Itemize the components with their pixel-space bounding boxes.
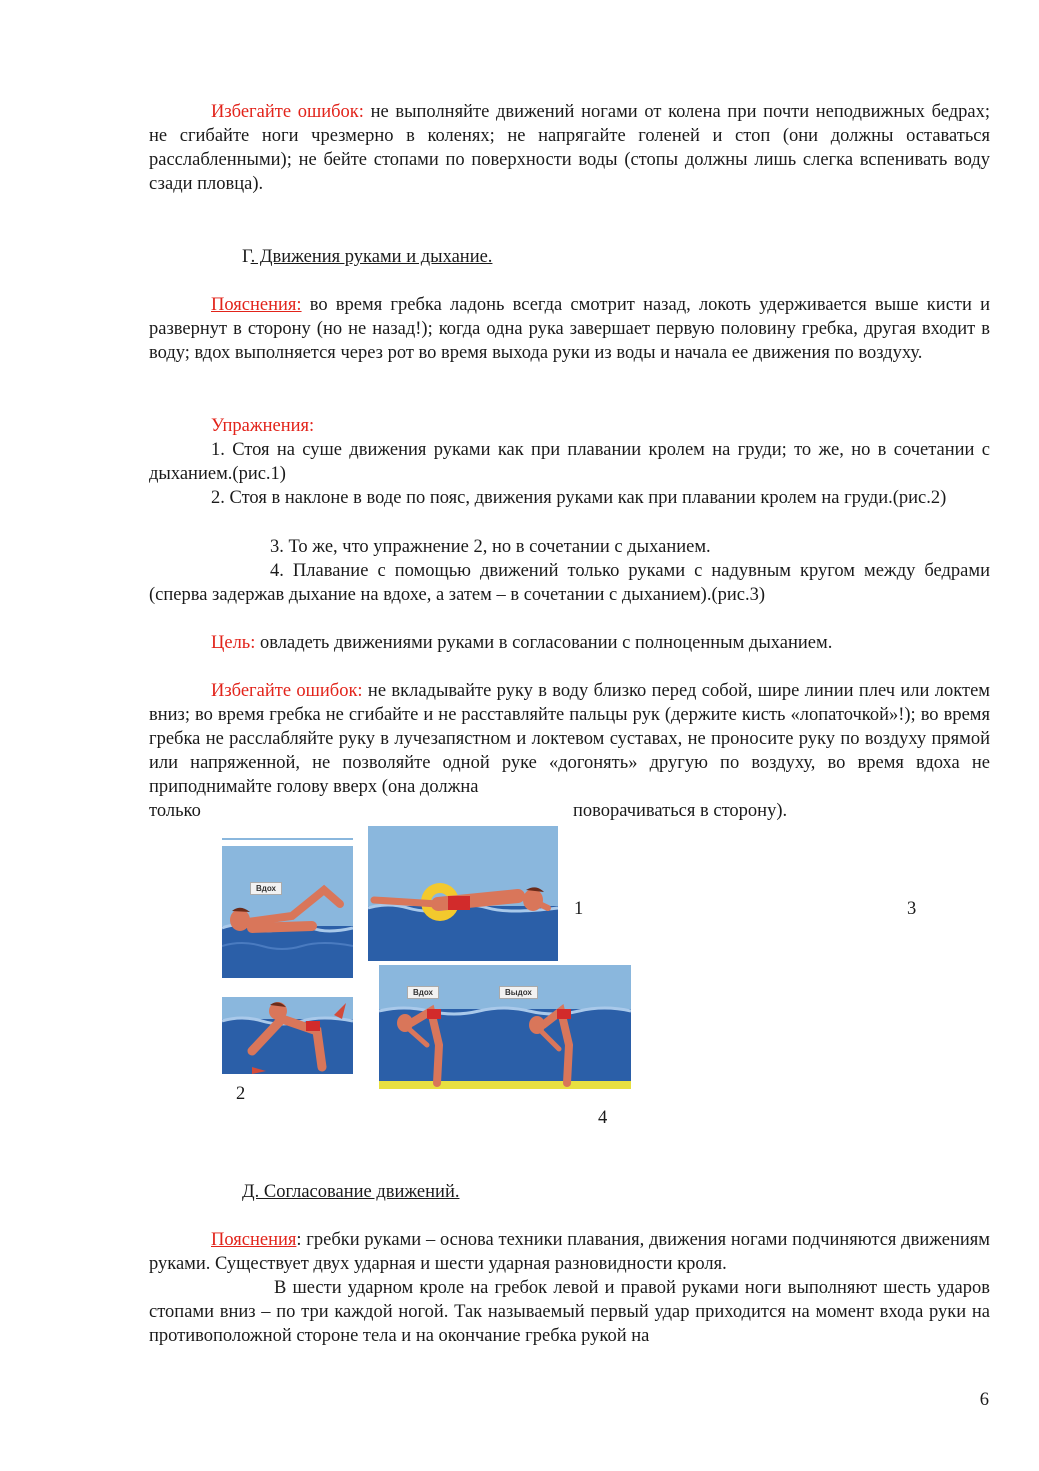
paragraph-text: не выполняйте движений ногами от колена при почти неподвижных бедрах; не сгибайте ноги чрезмерно в коленях; не напрягайте голеней и стоп (они должны оставаться расслабленными); не бейте стопами по поверхности воды (стопы должны лишь слегка вспенивать воду сзади пловца).: [149, 102, 990, 194]
exercise-item-3: 3. То же, что упражнение 2, но в сочетании с дыханием.: [270, 537, 711, 557]
paragraph-text: во время гребка ладонь всегда смотрит назад, локоть удерживается выше кисти и развернут в сторону (но не назад!); когда одна рука завершает первую половину гребка, другая входит в воду; вдох выполняется через рот во время выхода руки из воды и начала ее движения по воздуху.: [149, 295, 990, 363]
figure-number-4: 4: [598, 1108, 608, 1128]
heading-text: . Движения руками и дыхание.: [250, 247, 493, 267]
breath-in-tag: Вдох: [407, 986, 439, 999]
label-explanations: Пояснения: [211, 1230, 297, 1250]
paragraph-six-kick-crawl: В шести ударном кроле на гребок левой и правой руками ноги выполняют шесть ударов стопами вниз – по три каждой ногой. Так называемый первый удар приходится на момент входа руки на противоположной стороне тела и на окончание гребка рукой на: [149, 1278, 990, 1346]
page-number: 6: [979, 1390, 989, 1410]
figure-number-1: 1: [574, 899, 584, 919]
paragraph-text: : гребки руками – основа техники плавания, движения ногами подчиняются движениям руками. Существует двух ударная и шести ударная разновидности кроля.: [149, 1230, 990, 1274]
paragraph-explanations-coordination: [149, 1228, 990, 1276]
breath-out-tag: Выдох: [499, 986, 538, 999]
exercise-item-4: 4. Плавание с помощью движений только руками с надувным кругом между бедрами (сперва задержав дыхание на вдохе, а затем – в сочетании с дыханием).(рис.3): [149, 561, 990, 605]
label-goal: Цель:: [211, 633, 256, 653]
figure-breathing-sequence: [379, 965, 631, 1089]
standing-stroke-illustration: [222, 991, 353, 1074]
figure-standing-stroke: [222, 991, 353, 1074]
label-exercises: Упражнения:: [211, 416, 315, 436]
paragraph-text: овладеть движениями руками в согласовании с полноценным дыханием.: [255, 633, 833, 653]
paragraph-goal: [149, 631, 990, 655]
label-avoid-errors: Избегайте ошибок:: [211, 681, 363, 701]
figure-swimmer-breathing: [222, 838, 353, 978]
paragraph-avoid-errors-arms: [149, 679, 990, 799]
swimmer-breathing-illustration: [222, 838, 353, 978]
heading-prefix: Г: [242, 247, 251, 267]
paragraph-explanations-arms: [149, 293, 990, 365]
heading-arms-breathing: [242, 245, 492, 269]
paragraph-tail-left: только: [149, 801, 201, 821]
paragraph-avoid-errors-legs: [149, 100, 990, 196]
paragraph-tail-right: поворачиваться в сторону).: [573, 801, 788, 821]
paragraph-text: не вкладывайте руку в воду близко перед собой, шире линии плеч или локтем вниз; во время гребка не сгибайте и не расставляйте пальцы рук (держите кисть «лопаточкой»!); во время гребка не расслабляйте руку в лучезапястном и локтевом суставах, не проносите руку по воздуху прямой или напряженной, не позволяйте одной руке «догонять» другую по воздуху, во время вдоха не приподнимайте голову вверх (она должна: [149, 681, 990, 797]
heading-coordination: Д. Согласование движений.: [242, 1182, 460, 1202]
label-explanations: Пояснения:: [211, 295, 302, 315]
breath-in-tag: Вдох: [250, 882, 282, 895]
figure-number-2: 2: [236, 1084, 246, 1104]
exercise-item-2: 2. Стоя в наклоне в воде по пояс, движения руками как при плавании кролем на груди.(рис.2): [211, 488, 947, 508]
figure-swimmer-float: [368, 822, 558, 961]
breathing-sequence-illustration: [379, 965, 631, 1089]
label-avoid-errors: Избегайте ошибок:: [211, 102, 364, 122]
figure-number-3: 3: [907, 899, 917, 919]
swimmer-float-illustration: [368, 822, 558, 961]
exercise-item-1: 1. Стоя на суше движения руками как при плавании кролем на груди; то же, но в сочетании с дыханием.(рис.1): [149, 440, 990, 484]
